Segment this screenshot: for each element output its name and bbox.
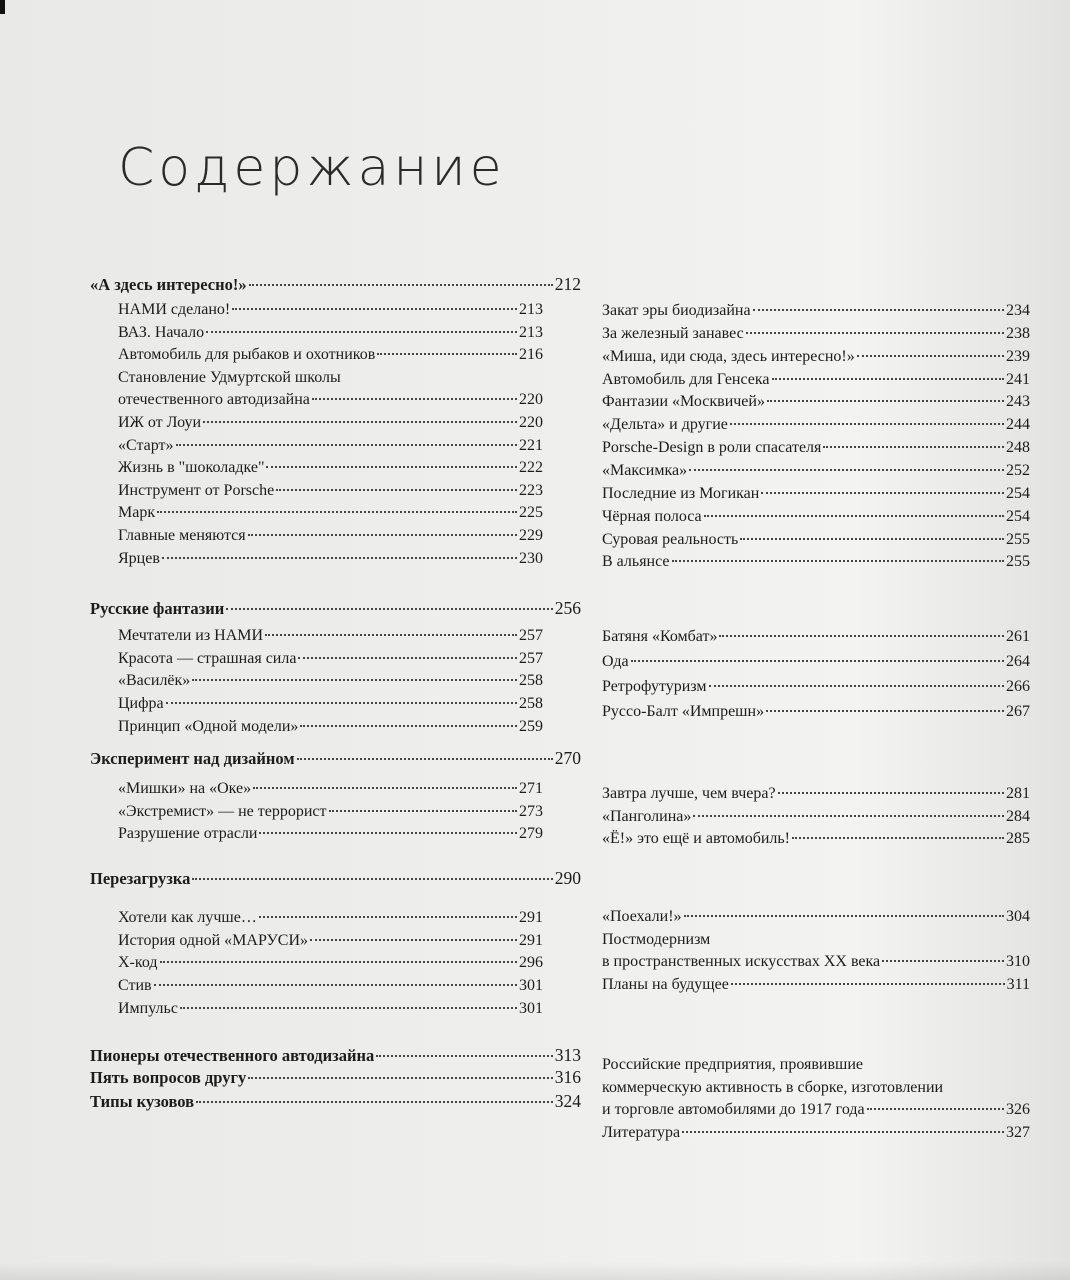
toc-item[interactable]: Российские предприятия, проявившие (602, 1056, 864, 1073)
toc-item-title: Ода (602, 653, 629, 670)
toc-item[interactable] (118, 625, 543, 647)
dot-leader (253, 787, 517, 789)
toc-item-title: Разрушение отрасли (118, 825, 258, 843)
dot-leader (259, 832, 517, 834)
toc-item-page: 271 (519, 780, 543, 797)
toc-item-page: 257 (519, 649, 543, 667)
toc-item-page: 279 (519, 825, 543, 843)
toc-section-heading[interactable] (90, 747, 581, 770)
dot-leader (248, 1077, 553, 1079)
toc-item-title: Суровая реальность (602, 530, 739, 548)
toc-item-page: 301 (519, 977, 543, 995)
toc-item-title: Литература (602, 1123, 681, 1141)
toc-item-page: 254 (1006, 507, 1030, 525)
toc-item-title: Руссо-Балт «Импрешн» (602, 703, 765, 720)
toc-section-heading-title: Эксперимент над дизайном (90, 749, 295, 768)
dot-leader (684, 915, 1004, 917)
dot-leader (857, 355, 1004, 357)
toc-item-title: в пространственных искусствах XX века (602, 953, 881, 971)
toc-item-page: 239 (1006, 347, 1030, 365)
toc-item[interactable] (602, 806, 1030, 828)
dot-leader (778, 792, 1004, 794)
toc-item-title: Porsche-Design в роли спасателя (602, 439, 822, 457)
toc-item[interactable] (118, 525, 543, 547)
toc-item-page: 254 (1006, 484, 1030, 502)
toc-item-page: 273 (519, 802, 543, 820)
dot-leader (753, 309, 1004, 311)
toc-item-title: Ретрофутуризм (602, 678, 707, 695)
toc-item-page: 266 (1006, 678, 1030, 695)
toc-item-page: 248 (1006, 439, 1030, 457)
dot-leader (248, 534, 517, 536)
toc-item-page: 285 (1006, 830, 1030, 847)
toc-item-title: Мечтатели из НАМИ (118, 627, 264, 644)
dot-leader (232, 308, 517, 310)
toc-item[interactable] (602, 391, 1030, 413)
dot-leader (740, 538, 1004, 540)
toc-item-title: Х-код (118, 954, 158, 972)
toc-section-heading-title: Пять вопросов другу (90, 1068, 247, 1087)
toc-item-title: Фантазии «Москвичей» (602, 393, 765, 411)
toc-item-title: Хотели как лучше… (118, 909, 257, 926)
toc-item[interactable] (602, 828, 1030, 850)
dot-leader (772, 378, 1004, 380)
toc-item-title: ВАЗ. Начало (118, 323, 205, 341)
toc-item-title: За железный занавес (602, 324, 744, 342)
page-edge-shadow (0, 1262, 1070, 1280)
toc-item-title: Импульс (118, 999, 178, 1017)
toc-item-page: 327 (1006, 1123, 1030, 1141)
toc-item-page: 220 (519, 391, 543, 409)
toc-item[interactable]: Постмодернизм (602, 930, 711, 948)
toc-item-page: 221 (519, 436, 543, 454)
toc-item[interactable] (602, 300, 1030, 322)
toc-item-page: 257 (519, 627, 543, 644)
toc-item-page: 291 (519, 931, 543, 949)
toc-item-page: 216 (519, 346, 543, 364)
toc-item-title: «Дельта» и другие (602, 416, 728, 434)
toc-item-title: Завтра лучше, чем вчера? (602, 785, 776, 802)
toc-item[interactable]: Становление Удмуртской школы (118, 368, 341, 386)
toc-item[interactable] (118, 823, 543, 845)
toc-item[interactable] (602, 437, 1030, 459)
toc-item-page: 296 (519, 954, 543, 972)
dot-leader (180, 1007, 517, 1009)
toc-item[interactable] (118, 952, 543, 974)
toc-item-page: 234 (1006, 302, 1030, 319)
toc-section-heading[interactable] (90, 1066, 581, 1089)
toc-section-heading-title: Пионеры отечественного автодизайна (90, 1046, 375, 1065)
toc-item-title: Автомобиль для рыбаков и охотников (118, 346, 376, 364)
toc-item-page: 311 (1006, 976, 1030, 994)
toc-item-page: 244 (1006, 416, 1030, 434)
dot-leader (249, 284, 553, 286)
toc-item-page: 229 (519, 527, 543, 544)
dot-leader (157, 511, 517, 513)
toc-item-title: В альянсе (602, 553, 670, 571)
toc-item-page: 255 (1006, 530, 1030, 548)
toc-section-heading-page: 256 (554, 598, 581, 618)
toc-item-title: Автомобиль для Генсека (602, 370, 770, 388)
toc-item[interactable] (602, 414, 1030, 436)
dot-leader (746, 332, 1004, 334)
dot-leader (792, 837, 1004, 839)
dot-leader (693, 815, 1004, 817)
toc-item[interactable]: коммерческую активность в сборке, изготовлении (602, 1078, 944, 1096)
toc-item-page: 230 (519, 549, 543, 567)
toc-item[interactable] (602, 701, 1030, 723)
toc-item-title: «Поехали!» (602, 908, 682, 925)
toc-item-title: Закат эры биодизайна (602, 302, 751, 319)
toc-item-page: 255 (1006, 553, 1030, 571)
toc-item-page: 259 (519, 717, 543, 735)
toc-item[interactable] (602, 369, 1030, 391)
toc-item[interactable] (118, 716, 543, 738)
toc-item[interactable] (118, 801, 543, 823)
dot-leader (176, 444, 517, 446)
toc-item[interactable] (118, 975, 543, 997)
toc-item-title: Цифра (118, 695, 164, 713)
toc-item-page: 225 (519, 504, 543, 522)
toc-item[interactable] (602, 783, 1030, 805)
toc-item-page: 301 (519, 999, 543, 1017)
dot-leader (297, 758, 553, 760)
toc-item[interactable] (118, 344, 543, 366)
toc-item-title: Планы на будущее (602, 976, 729, 994)
toc-item[interactable] (118, 457, 543, 479)
toc-section-heading-title: «А здесь интересно!» (90, 275, 247, 294)
toc-item-title: «Максимка» (602, 461, 688, 479)
toc-item[interactable] (118, 930, 543, 952)
toc-item[interactable] (118, 502, 543, 524)
toc-item[interactable] (602, 651, 1030, 673)
dot-leader (730, 423, 1004, 425)
toc-item[interactable] (118, 412, 543, 434)
toc-item[interactable] (118, 435, 543, 457)
dot-leader (731, 983, 1005, 985)
toc-item[interactable] (118, 299, 543, 321)
toc-item-title: Красота — страшная сила (118, 649, 297, 667)
toc-item-page: 223 (519, 481, 543, 499)
dot-leader (196, 1101, 553, 1103)
toc-section-heading-page: 270 (554, 748, 581, 768)
toc-item-title: НАМИ сделано! (118, 301, 231, 318)
dot-leader (203, 421, 517, 423)
toc-section-heading-title: Типы кузовов (90, 1092, 195, 1111)
toc-item-title: «Экстремист» — не террорист (118, 802, 327, 820)
toc-item-title: «Василёк» (118, 672, 191, 690)
toc-item-page: 222 (519, 459, 543, 477)
toc-item-title: и торговле автомобилями до 1917 года (602, 1101, 865, 1118)
dot-leader (867, 1108, 1004, 1110)
dot-leader (192, 679, 517, 681)
toc-item[interactable] (602, 506, 1030, 528)
toc-section-heading[interactable] (90, 1044, 581, 1067)
toc-item[interactable] (118, 322, 543, 344)
toc-item[interactable] (118, 907, 543, 929)
toc-item[interactable] (602, 1122, 1030, 1144)
toc-section-heading[interactable] (90, 867, 581, 890)
dot-leader (767, 400, 1004, 402)
dot-leader (166, 702, 517, 704)
toc-section-heading-page: 290 (554, 868, 581, 888)
toc-item-title: «Ё!» это ещё и автомобиль! (602, 830, 791, 847)
toc-item[interactable] (118, 548, 543, 570)
toc-item-title: Жизнь в "шоколадке" (118, 459, 265, 477)
toc-item-page: 258 (519, 695, 543, 713)
toc-item[interactable] (118, 480, 543, 502)
toc-item-title: Последние из Могикан (602, 484, 760, 502)
toc-item-page: 213 (519, 301, 543, 318)
dot-leader (154, 984, 517, 986)
toc-item[interactable] (602, 676, 1030, 698)
toc-item-title: Ярцев (118, 549, 160, 567)
dot-leader (300, 725, 517, 727)
toc-item-page: 241 (1006, 370, 1030, 388)
toc-item-title: Стив (118, 977, 152, 995)
toc-item[interactable] (602, 460, 1030, 482)
toc-item[interactable] (602, 483, 1030, 505)
toc-section-heading-page: 212 (554, 274, 581, 294)
toc-item-page: 304 (1006, 908, 1030, 925)
toc-item-page: 213 (519, 323, 543, 341)
toc-item-title: ИЖ от Лоуи (118, 414, 202, 431)
toc-item[interactable] (602, 346, 1030, 368)
dot-leader (709, 685, 1004, 687)
toc-item-page: 258 (519, 672, 543, 690)
toc-item[interactable] (602, 529, 1030, 551)
toc-item-page: 281 (1006, 785, 1030, 802)
toc-item[interactable] (118, 693, 543, 715)
dot-leader (689, 469, 1004, 471)
dot-leader (823, 446, 1004, 448)
toc-section-heading-title: Русские фантазии (90, 599, 225, 618)
toc-item-page: 261 (1006, 628, 1030, 645)
toc-item-page: 252 (1006, 461, 1030, 479)
dot-leader (312, 398, 517, 400)
toc-item-page: 284 (1006, 807, 1030, 825)
toc-section-heading[interactable] (90, 597, 581, 620)
dot-leader (766, 710, 1004, 712)
toc-item[interactable] (602, 323, 1030, 345)
toc-item-title: Батяня «Комбат» (602, 628, 718, 645)
toc-item-title: «Панголина» (602, 807, 692, 825)
toc-item-page: 220 (519, 414, 543, 431)
dot-leader (377, 353, 517, 355)
toc-item[interactable] (118, 778, 543, 800)
toc-item[interactable] (602, 551, 1030, 573)
dot-leader (206, 331, 517, 333)
dot-leader (631, 660, 1004, 662)
toc-item-title: «Мишки» на «Оке» (118, 780, 252, 797)
dot-leader (719, 635, 1004, 637)
toc-item[interactable] (118, 998, 543, 1020)
dot-leader (298, 657, 517, 659)
toc-item-title: «Старт» (118, 436, 174, 454)
toc-item-page: 326 (1006, 1101, 1030, 1118)
dot-leader (882, 960, 1004, 962)
dot-leader (310, 939, 517, 941)
toc-section-heading-page: 324 (554, 1091, 581, 1111)
toc-item-page: 310 (1006, 953, 1030, 971)
toc-section-heading-title: Перезагрузка (90, 869, 191, 888)
toc-section-heading[interactable] (90, 273, 581, 296)
dot-leader (329, 810, 517, 812)
toc-item[interactable] (602, 626, 1030, 648)
dot-leader (265, 634, 517, 636)
toc-item-title: «Миша, иди сюда, здесь интересно!» (602, 347, 855, 365)
dot-leader (276, 489, 517, 491)
dot-leader (192, 878, 552, 880)
toc-item[interactable] (118, 670, 543, 692)
dot-leader (672, 560, 1004, 562)
dot-leader (160, 961, 517, 963)
dot-leader (704, 515, 1004, 517)
toc-item-title: Марк (118, 504, 156, 522)
toc-item-title: Принцип «Одной модели» (118, 717, 299, 735)
toc-item-page: 291 (519, 909, 543, 926)
dot-leader (226, 608, 552, 610)
dot-leader (266, 466, 517, 468)
dot-leader (761, 492, 1004, 494)
toc-item[interactable] (602, 974, 1030, 996)
toc-item-page: 264 (1006, 653, 1030, 670)
toc-section-heading-page: 316 (554, 1067, 581, 1087)
toc-item-title: Инструмент от Porsche (118, 481, 275, 499)
toc-item-title: отечественного автодизайна (118, 391, 310, 409)
page-title: Содержание (118, 138, 506, 198)
toc-item[interactable] (118, 648, 543, 670)
toc-item-title: Чёрная полоса (602, 507, 702, 525)
toc-item-title: История одной «МАРУСИ» (118, 931, 308, 949)
toc-item[interactable] (602, 1099, 1030, 1121)
toc-item[interactable] (602, 951, 1030, 973)
toc-item[interactable] (118, 389, 543, 411)
corner-mark (0, 0, 5, 14)
toc-section-heading[interactable] (90, 1090, 581, 1113)
toc-item[interactable] (602, 906, 1030, 928)
toc-item-page: 243 (1006, 393, 1030, 411)
toc-item-title: Главные меняются (118, 527, 246, 544)
dot-leader (376, 1055, 552, 1057)
dot-leader (682, 1131, 1004, 1133)
dot-leader (162, 557, 517, 559)
toc-section-heading-page: 313 (554, 1045, 581, 1065)
dot-leader (259, 916, 517, 918)
toc-item-page: 238 (1006, 324, 1030, 342)
toc-item-page: 267 (1006, 703, 1030, 720)
